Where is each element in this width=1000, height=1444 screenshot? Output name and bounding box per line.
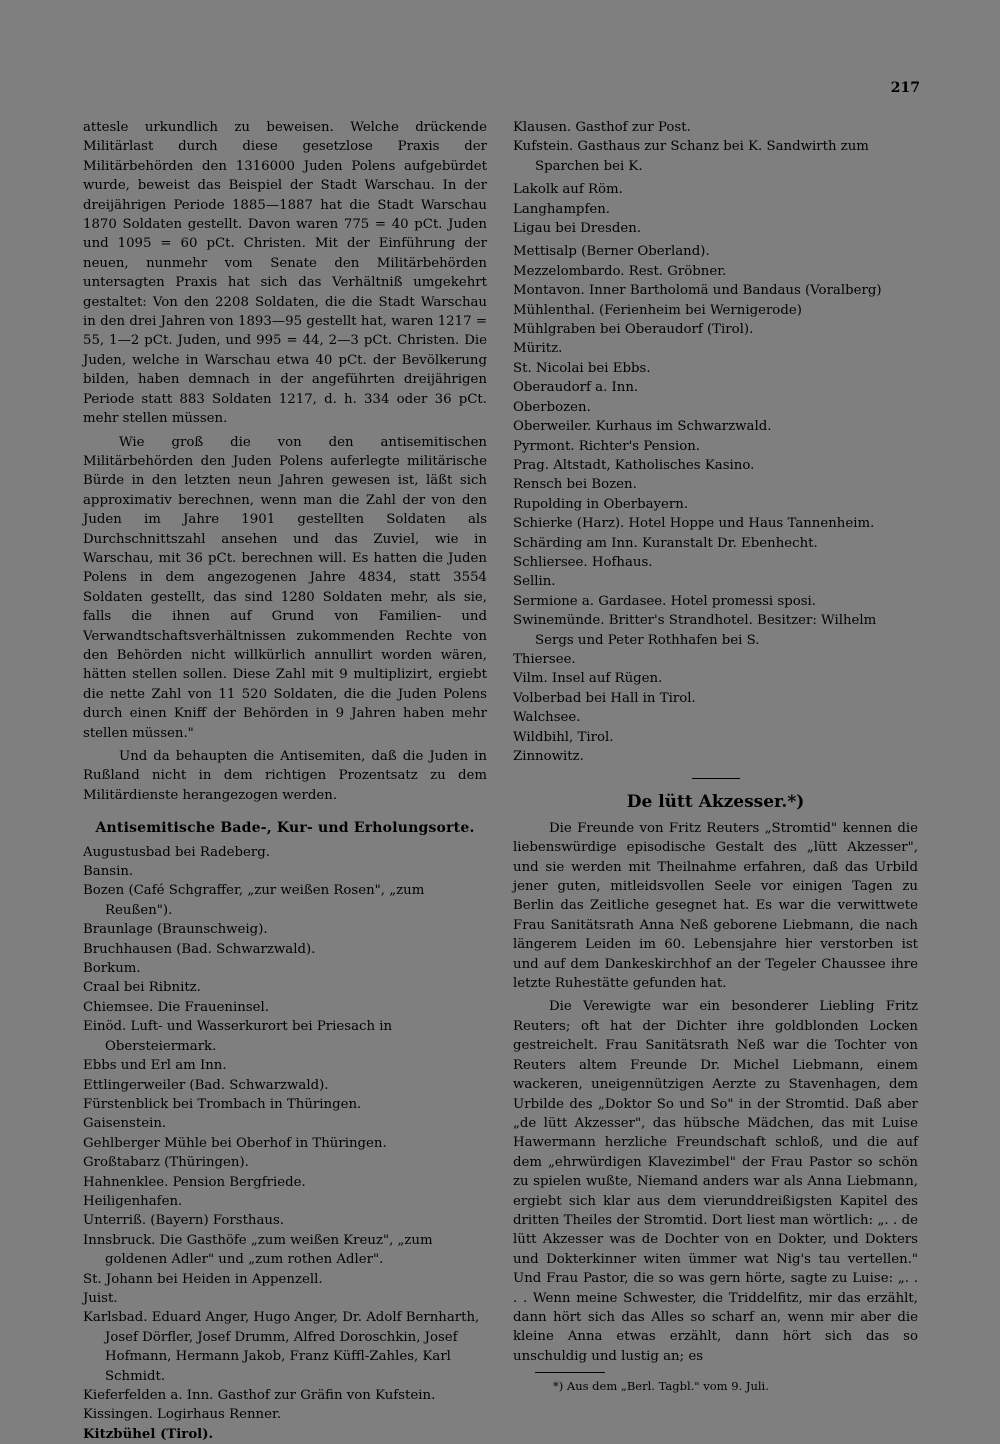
resort-entry: Karlsbad. Eduard Anger, Hugo Anger, Dr. Adolf Bernharth, Josef Dörfler, Josef Drumm, Alfred Doroschkin, Josef Hofmann, Hermann Jakob, Franz Küffl-Zahles, Karl Schmidt. [83, 1310, 480, 1384]
section-title: Antisemitische Bade-, Kur- und Erholungsorte. [95, 820, 475, 837]
resort-entry: Zinnowitz. [513, 749, 584, 764]
body-paragraph: Die Freunde von Fritz Reuters „Stromtid" kennen die liebenswürdige episodische Gestalt des „lütt Akzesser", und sie werden mit Theilnahme erfahren, daß das Urbild jener guten, mitleidsvollen Seele vor einigen Tagen zu Berlin das Zeitliche gesegnet hat. Es war die verwittwete Frau Sanitätsrath Anna Neß geborene Liebmann, die nach längerem Leiden im 60. Lebensjahre hier verstorben ist und auf dem Dankeskirchhof an der Tegeler Chaussee ihre letzte Ruhestätte gefunden hat. [513, 820, 918, 992]
resort-entry: Sermione a. Gardasee. Hotel promessi sposi. [513, 593, 817, 609]
resort-entry: Klausen. Gasthof zur Post. [513, 120, 691, 135]
resort-entry: Großtabarz (Thüringen). [83, 1155, 249, 1171]
resort-entry: Gaisenstein. [83, 1116, 167, 1132]
resort-list-continued [513, 118, 918, 766]
resort-entry: Unterriß. (Bayern) Forsthaus. [83, 1213, 285, 1229]
body-paragraph: Und da behaupten die Antisemiten, daß die Juden in Rußland nicht in dem richtigen Prozentsatz zu dem Militärdienste herangezogen werden. [83, 749, 487, 803]
resort-entry: Ebbs und Erl am Inn. [83, 1058, 227, 1074]
resort-entry: Craal bei Ribnitz. [83, 980, 201, 996]
resort-entry: Montavon. Inner Bartholomä und Bandaus (Voralberg) [513, 283, 882, 299]
resort-entry: Heiligenhafen. [83, 1193, 183, 1209]
resort-entry: Wildbihl, Tirol. [513, 729, 614, 745]
resort-entry: Juist. [83, 1290, 118, 1306]
resort-entry: Kitzbühel (Tirol). [83, 1426, 214, 1442]
footnote-rule [535, 1372, 605, 1373]
resort-entry: Oberweiler. Kurhaus im Schwarzwald. [513, 419, 772, 435]
resort-entry: Mettisalp (Berner Oberland). [513, 244, 710, 260]
resort-entry: Rupolding in Oberbayern. [513, 496, 689, 512]
resort-entry: Schierke (Harz). Hotel Hoppe und Haus Tannenheim. [513, 516, 875, 532]
resort-entry: Sellin. [513, 574, 556, 590]
resort-entry: Vilm. Insel auf Rügen. [513, 671, 663, 687]
resort-entry: Schärding am Inn. Kuranstalt Dr. Ebenhecht. [513, 535, 818, 551]
resort-entry: Kufstein. Gasthaus zur Schanz bei K. Sandwirth zum Sparchen bei K. [513, 139, 869, 174]
footnote: *) Aus dem „Berl. Tagbl." vom 9. Juli. [553, 1379, 769, 1394]
resort-entry: Gehlberger Mühle bei Oberhof in Thüringen. [83, 1135, 387, 1151]
resort-entry: Braunlage (Braunschweig). [83, 922, 268, 938]
resort-entry: Mühlgraben bei Oberaudorf (Tirol). [513, 322, 754, 338]
resort-entry: Kissingen. Logirhaus Renner. [83, 1407, 282, 1423]
resort-entry: Müritz. [513, 341, 563, 357]
resort-entry: Lakolk auf Röm. [513, 182, 623, 198]
resort-entry: Oberbozen. [513, 399, 591, 415]
resort-entry: Swinemünde. Britter's Strandhotel. Besitzer: Wilhelm Sergs und Peter Rothhafen bei S. [513, 613, 877, 648]
resort-entry: Ettlingerweiler (Bad. Schwarzwald). [83, 1077, 329, 1093]
resort-entry: Thiersee. [513, 651, 576, 667]
resort-entry: Mezzelombardo. Rest. Gröbner. [513, 263, 727, 279]
resort-entry: Chiemsee. Die Fraueninsel. [83, 999, 269, 1015]
resort-entry: Bruchhausen (Bad. Schwarzwald). [83, 941, 316, 957]
separator-rule [692, 778, 740, 779]
resort-entry: Innsbruck. Die Gasthöfe „zum weißen Kreuz", „zum goldenen Adler" und „zum rothen Adler". [83, 1232, 433, 1268]
resort-entry: Prag. Altstadt, Katholisches Kasino. [513, 457, 755, 473]
resort-entry: St. Nicolai bei Ebbs. [513, 360, 651, 376]
resort-entry: Bansin. [83, 864, 134, 880]
resort-entry: Langhampfen. [513, 201, 611, 217]
resort-entry: St. Johann bei Heiden in Appenzell. [83, 1271, 323, 1287]
page-number: 217 [890, 80, 920, 96]
resort-entry: Fürstenblick bei Trombach in Thüringen. [83, 1096, 362, 1112]
body-paragraph: attesle urkundlich zu beweisen. Welche drückende Militärlast durch diese gesetzlose Praxis der Militärbehörden den 1316000 Juden Polens aufgebürdet wurde, beweist das Beispiel der Stadt Warschau. In der dreijährigen Periode 1885—1887 hat die Stadt Warschau 1870 Soldaten gestellt. Davon waren 775 = 40 pCt. Juden und 1095 = 60 pCt. Christen. Mit der Einführung der neuen, nunmehr vom Senate den Militärbehörden untersagten Praxis hat sich das Verhältniß umgekehrt gestaltet: Von den 2208 Soldaten, die die Stadt Warschau in den drei Jahren von 1893—95 gestellt hat, waren 1217 = 55, 1—2 pCt. Juden, und 995 = 44, 2—3 pCt. Christen. Die Juden, welche in Warschau etwa 40 pCt. der Bevölkerung bilden, haben demnach in der angeführten dreijährigen Periode statt 883 Soldaten 1217, d. h. 334 oder 36 pCt. mehr stellen müssen. [83, 120, 487, 427]
resort-entry: Hahnenklee. Pension Bergfriede. [83, 1174, 306, 1190]
body-paragraph: Die Verewigte war ein besonderer Liebling Fritz Reuters; oft hat der Dichter ihre goldblonden Locken gestreichelt. Frau Sanitätsrath Neß war die Tochter von Reuters altem Freunde Dr. Michel Liebmann, einem wackeren, uneigennützigen Aerzte zu Stavenhagen, dem Urbilde des „Doktor So und So" in der Stromtid. Daß aber „de lütt Akzesser", das hübsche Mädchen, das mit Luise Hawermann herzliche Freundschaft schloß, und die auf dem „ehrwürdigen Klavezimbel" der Frau Pastor so schön zu spielen wußte, Niemand anders war als Anna Liebmann, ergiebt sich klar aus dem vierunddreißigsten Kapitel des dritten Theiles der Stromtid. Dort liest man wörtlich: „. . de lütt Akzesser was de Dochter von en Dokter, und Dokters und Dokterkinner witen ümmer wat Nig's tau vertellen." Und Frau Pastor, die so was gern hörte, sagte zu Luise: „. . . . Wenn meine Schwester, die Triddelfitz, mir das erzählt, dann hört sich das Alles so scharf an, wenn mir aber die kleine Anna etwas erzählt, dann hört sich das so unschuldig und lustig an; es [513, 999, 918, 1364]
body-paragraph: Wie groß die von den antisemitischen Militärbehörden den Juden Polens auferlegte militärische Bürde in den letzten neun Jahren gewesen ist, läßt sich approximativ berechnen, wenn man die Zahl der von den Juden im Jahre 1901 gestellten Soldaten als Durchschnittszahl ansehen und das Zuviel, wie in Warschau, mit 36 pCt. berechnen will. Es hatten die Juden Polens in dem angezogenen Jahre 4834, statt 3554 Soldaten gestellt, das sind 1280 Soldaten mehr, als sie, falls die ihnen auf Grund von Familien- und Verwandtschaftsverhältnissen zukommenden Rechte von den Behörden nicht willkürlich annullirt worden wären, hätten stellen sollen. Diese Zahl mit 9 multiplizirt, ergiebt die nette Zahl von 11 520 Soldaten, die die Juden Polens durch einen Kniff der Behörden in 9 Jahren haben mehr stellen müssen." [83, 434, 487, 741]
resort-entry: Borkum. [83, 961, 141, 977]
resort-list [83, 843, 487, 1444]
resort-entry: Augustusbad bei Radeberg. [83, 844, 270, 860]
resort-entry: Einöd. Luft- und Wasserkurort bei Priesach in Obersteiermark. [83, 1019, 393, 1054]
left-column [83, 118, 487, 1444]
article-title: De lütt Akzesser.*) [626, 792, 805, 813]
resort-entry: Oberaudorf a. Inn. [513, 380, 639, 396]
resort-entry: Walchsee. [513, 710, 581, 726]
resort-entry: Volberbad bei Hall in Tirol. [513, 690, 696, 706]
resort-entry: Kieferfelden a. Inn. Gasthof zur Gräfin von Kufstein. [83, 1388, 436, 1403]
resort-entry: Ligau bei Dresden. [513, 221, 642, 237]
resort-entry: Mühlenthal. (Ferienheim bei Wernigerode) [513, 302, 802, 318]
resort-entry: Rensch bei Bozen. [513, 477, 637, 493]
resort-entry: Pyrmont. Richter's Pension. [513, 438, 700, 454]
resort-entry: Schliersee. Hofhaus. [513, 554, 653, 570]
right-column [513, 118, 918, 1397]
resort-entry: Bozen (Café Schgraffer, „zur weißen Rosen", „zum Reußen"). [83, 883, 425, 918]
